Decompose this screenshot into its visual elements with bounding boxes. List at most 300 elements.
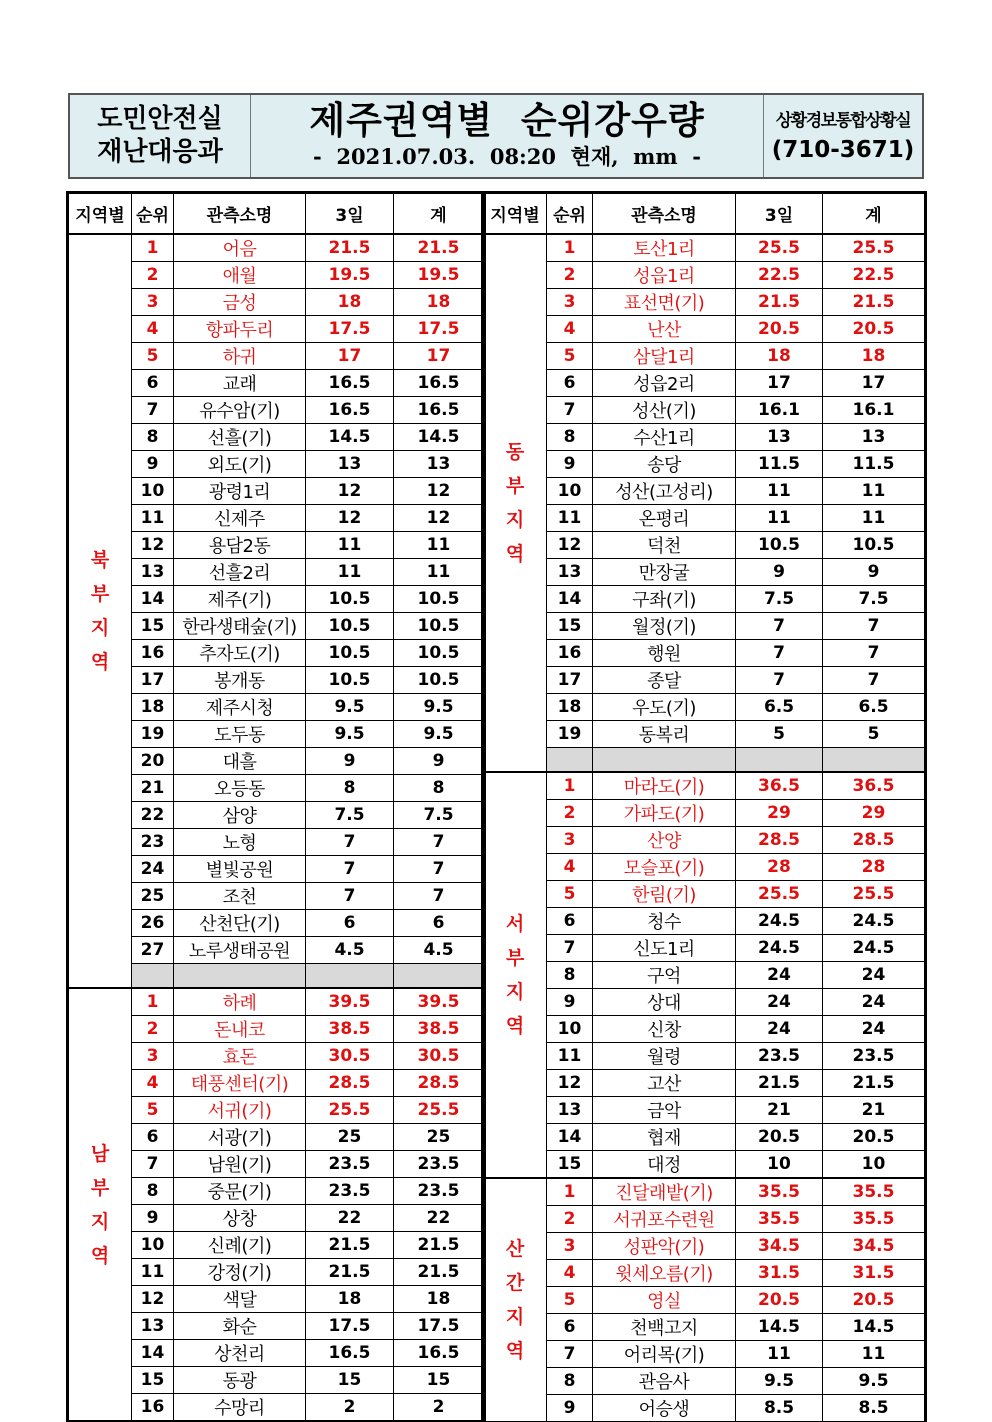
- blank-cell: [394, 963, 484, 988]
- station-name: 동복리: [593, 720, 736, 747]
- station-name: 유수암(기): [174, 396, 306, 423]
- rainfall-3day: 39.5: [306, 988, 394, 1016]
- rainfall-3day: 12: [306, 504, 394, 531]
- rank-cell: 5: [547, 881, 593, 908]
- rainfall-total: 10.5: [394, 639, 484, 666]
- col-station: 관측소명: [593, 194, 736, 234]
- rainfall-3day: 9: [306, 747, 394, 774]
- table-row: [484, 423, 925, 450]
- station-name: 성읍1리: [593, 261, 736, 288]
- rank-cell: 23: [132, 828, 174, 855]
- table-row: [69, 558, 484, 585]
- station-name: 종달: [593, 666, 736, 693]
- rainfall-3day: 16.5: [306, 1340, 394, 1367]
- table-row: [69, 1340, 484, 1367]
- rank-cell: 9: [547, 450, 593, 477]
- table-row: [69, 369, 484, 396]
- rank-cell: 3: [547, 288, 593, 315]
- region-name: 북부지역: [90, 548, 110, 673]
- station-name: 신례(기): [174, 1232, 306, 1259]
- table-row: [69, 936, 484, 963]
- rainfall-total: 21: [823, 1097, 925, 1124]
- rank-cell: 8: [132, 1178, 174, 1205]
- rainfall-3day: 38.5: [306, 1016, 394, 1043]
- rank-cell: 1: [132, 988, 174, 1016]
- rainfall-total: 7: [394, 828, 484, 855]
- station-name: 청수: [593, 908, 736, 935]
- rainfall-3day: 21.5: [736, 1070, 823, 1097]
- table-row: [484, 1151, 925, 1179]
- blank-cell: [593, 747, 736, 772]
- rank-cell: 16: [132, 639, 174, 666]
- rainfall-total: 11.5: [823, 450, 925, 477]
- station-name: 만장굴: [593, 558, 736, 585]
- table-row: [69, 1286, 484, 1313]
- rank-cell: 17: [547, 666, 593, 693]
- rainfall-total: 7: [394, 882, 484, 909]
- rainfall-total: 21.5: [823, 288, 925, 315]
- station-name: 노루생태공원: [174, 936, 306, 963]
- rainfall-3day: 6: [306, 909, 394, 936]
- rainfall-total: 19.5: [394, 261, 484, 288]
- table-row: [484, 369, 925, 396]
- station-name: 중문(기): [174, 1178, 306, 1205]
- rainfall-total: 10.5: [394, 612, 484, 639]
- station-name: 효돈: [174, 1043, 306, 1070]
- rainfall-total: 5: [823, 720, 925, 747]
- rank-cell: 12: [547, 531, 593, 558]
- table-row: [484, 666, 925, 693]
- col-3day: 3일: [306, 194, 394, 234]
- rainfall-total: 7: [823, 639, 925, 666]
- station-name: 행원: [593, 639, 736, 666]
- region-label: [69, 234, 132, 989]
- rainfall-total: 9.5: [823, 1368, 925, 1395]
- table-row: [484, 1260, 925, 1287]
- station-name: 추자도(기): [174, 639, 306, 666]
- rainfall-3day: 16.5: [306, 369, 394, 396]
- title-box: [251, 95, 764, 177]
- col-region: 지역별: [69, 194, 132, 234]
- rainfall-total: 11: [823, 477, 925, 504]
- station-name: 덕천: [593, 531, 736, 558]
- rainfall-3day: 7.5: [736, 585, 823, 612]
- rank-cell: 26: [132, 909, 174, 936]
- rainfall-total: 30.5: [394, 1043, 484, 1070]
- rank-cell: 12: [547, 1070, 593, 1097]
- rainfall-total: 6.5: [823, 693, 925, 720]
- station-name: 한림(기): [593, 881, 736, 908]
- rank-cell: 10: [132, 1232, 174, 1259]
- rainfall-3day: 16.5: [306, 396, 394, 423]
- rainfall-total: 7.5: [394, 801, 484, 828]
- station-name: 상대: [593, 989, 736, 1016]
- rank-cell: 13: [132, 558, 174, 585]
- station-name: 삼달1리: [593, 342, 736, 369]
- rainfall-total: 39.5: [394, 988, 484, 1016]
- rainfall-3day: 25: [306, 1124, 394, 1151]
- rainfall-3day: 24: [736, 962, 823, 989]
- rainfall-3day: 12: [306, 477, 394, 504]
- rank-cell: 10: [132, 477, 174, 504]
- rainfall-total: 17.5: [394, 315, 484, 342]
- table-row: [484, 800, 925, 827]
- rank-cell: 14: [132, 1340, 174, 1367]
- rank-cell: 5: [547, 342, 593, 369]
- rainfall-total: 22: [394, 1205, 484, 1232]
- rainfall-total: 4.5: [394, 936, 484, 963]
- rainfall-total: 24: [823, 962, 925, 989]
- blank-cell: [547, 747, 593, 772]
- rainfall-total: 9: [394, 747, 484, 774]
- rank-cell: 15: [132, 612, 174, 639]
- rank-cell: 20: [132, 747, 174, 774]
- rainfall-total: 28: [823, 854, 925, 881]
- rainfall-total: 31.5: [823, 1260, 925, 1287]
- region-name: 서부지역: [505, 913, 525, 1038]
- station-name: 온평리: [593, 504, 736, 531]
- rainfall-3day: 30.5: [306, 1043, 394, 1070]
- station-name: 표선면(기): [593, 288, 736, 315]
- rainfall-3day: 25.5: [306, 1097, 394, 1124]
- station-name: 서광(기): [174, 1124, 306, 1151]
- station-name: 제주시청: [174, 693, 306, 720]
- table-row: [484, 827, 925, 854]
- rainfall-3day: 21.5: [306, 234, 394, 262]
- table-row: [69, 477, 484, 504]
- office-name: 상황경보통합상황실: [775, 111, 911, 131]
- table-row: [484, 1314, 925, 1341]
- table-row: [69, 396, 484, 423]
- table-row: [484, 772, 925, 800]
- station-name: 선흘(기): [174, 423, 306, 450]
- rainfall-3day: 9: [736, 558, 823, 585]
- rainfall-total: 18: [823, 342, 925, 369]
- rainfall-total: 6: [394, 909, 484, 936]
- rainfall-total: 17.5: [394, 1313, 484, 1340]
- rainfall-3day: 23.5: [306, 1178, 394, 1205]
- table-row: [484, 1178, 925, 1206]
- region-name: 동부지역: [505, 440, 525, 565]
- rainfall-total: 10.5: [394, 666, 484, 693]
- rainfall-total: 14.5: [394, 423, 484, 450]
- col-total: 계: [823, 194, 925, 234]
- rank-cell: 4: [547, 854, 593, 881]
- table-row: [484, 908, 925, 935]
- rainfall-3day: 17.5: [306, 315, 394, 342]
- rainfall-total: 15: [394, 1367, 484, 1394]
- blank-cell: [174, 963, 306, 988]
- rank-cell: 14: [547, 585, 593, 612]
- table-row: [69, 1313, 484, 1340]
- rainfall-total: 36.5: [823, 772, 925, 800]
- rank-cell: 9: [547, 989, 593, 1016]
- station-name: 관음사: [593, 1368, 736, 1395]
- rainfall-total: 9.5: [394, 693, 484, 720]
- table-row: [484, 396, 925, 423]
- rainfall-3day: 5: [736, 720, 823, 747]
- rainfall-total: 35.5: [823, 1206, 925, 1233]
- table-row: [484, 962, 925, 989]
- station-name: 제주(기): [174, 585, 306, 612]
- col-rank: 순위: [132, 194, 174, 234]
- rainfall-3day: 28.5: [306, 1070, 394, 1097]
- rainfall-3day: 11.5: [736, 450, 823, 477]
- rank-cell: 9: [132, 450, 174, 477]
- rainfall-3day: 22.5: [736, 261, 823, 288]
- rainfall-3day: 7: [736, 612, 823, 639]
- rank-cell: 10: [547, 477, 593, 504]
- station-name: 수산1리: [593, 423, 736, 450]
- table-row: [69, 774, 484, 801]
- table-row: [484, 1043, 925, 1070]
- rank-cell: 11: [132, 504, 174, 531]
- rainfall-total: 18: [394, 288, 484, 315]
- rank-cell: 7: [132, 396, 174, 423]
- blank-row: [484, 747, 925, 772]
- table-row: [484, 288, 925, 315]
- table-row: [484, 1124, 925, 1151]
- station-name: 구억: [593, 962, 736, 989]
- table-row: [69, 747, 484, 774]
- rainfall-total: 7.5: [823, 585, 925, 612]
- department-line1: 도민안전실: [97, 104, 223, 134]
- rank-cell: 18: [132, 693, 174, 720]
- table-row: [69, 288, 484, 315]
- rainfall-total: 23.5: [394, 1178, 484, 1205]
- station-name: 별빛공원: [174, 855, 306, 882]
- rank-cell: 5: [547, 1287, 593, 1314]
- rank-cell: 3: [132, 1043, 174, 1070]
- rainfall-3day: 25.5: [736, 234, 823, 262]
- rainfall-3day: 20.5: [736, 315, 823, 342]
- rank-cell: 13: [547, 558, 593, 585]
- rainfall-total: 22.5: [823, 261, 925, 288]
- rank-cell: 6: [132, 369, 174, 396]
- table-row: [484, 558, 925, 585]
- station-name: 용담2동: [174, 531, 306, 558]
- station-name: 월령: [593, 1043, 736, 1070]
- rank-cell: 24: [132, 855, 174, 882]
- station-name: 오등동: [174, 774, 306, 801]
- rainfall-3day: 4.5: [306, 936, 394, 963]
- rainfall-3day: 22: [306, 1205, 394, 1232]
- rank-cell: 6: [132, 1124, 174, 1151]
- rank-cell: 8: [547, 423, 593, 450]
- rank-cell: 4: [547, 1260, 593, 1287]
- rainfall-3day: 19.5: [306, 261, 394, 288]
- table-row: [69, 342, 484, 369]
- station-name: 금성: [174, 288, 306, 315]
- rainfall-total: 25.5: [823, 881, 925, 908]
- rainfall-3day: 35.5: [736, 1178, 823, 1206]
- rank-cell: 9: [132, 1205, 174, 1232]
- station-name: 산천단(기): [174, 909, 306, 936]
- left-rainfall-table: [68, 193, 484, 1421]
- rainfall-total: 18: [394, 1286, 484, 1313]
- rank-cell: 7: [547, 1341, 593, 1368]
- station-name: 동광: [174, 1367, 306, 1394]
- blank-cell: [823, 747, 925, 772]
- rainfall-3day: 10.5: [306, 666, 394, 693]
- rainfall-total: 10: [823, 1151, 925, 1179]
- station-name: 토산1리: [593, 234, 736, 262]
- station-name: 우도(기): [593, 693, 736, 720]
- station-name: 도두동: [174, 720, 306, 747]
- rank-cell: 2: [547, 261, 593, 288]
- right-rainfall-table: [483, 193, 925, 1422]
- table-row: [484, 1016, 925, 1043]
- station-name: 송당: [593, 450, 736, 477]
- station-name: 영실: [593, 1287, 736, 1314]
- rainfall-3day: 18: [306, 1286, 394, 1313]
- station-name: 노형: [174, 828, 306, 855]
- table-row: [484, 1070, 925, 1097]
- station-name: 조천: [174, 882, 306, 909]
- rank-cell: 4: [132, 315, 174, 342]
- station-name: 화순: [174, 1313, 306, 1340]
- table-row: [484, 639, 925, 666]
- rainfall-3day: 28: [736, 854, 823, 881]
- station-name: 마라도(기): [593, 772, 736, 800]
- rainfall-3day: 7: [306, 882, 394, 909]
- rank-cell: 17: [132, 666, 174, 693]
- blank-cell: [736, 747, 823, 772]
- station-name: 태풍센터(기): [174, 1070, 306, 1097]
- rainfall-3day: 25.5: [736, 881, 823, 908]
- station-name: 어음: [174, 234, 306, 262]
- table-row: [484, 1233, 925, 1260]
- station-name: 대정: [593, 1151, 736, 1179]
- rainfall-3day: 21.5: [306, 1259, 394, 1286]
- rainfall-3day: 23.5: [736, 1043, 823, 1070]
- rainfall-3day: 11: [736, 477, 823, 504]
- rank-cell: 14: [547, 1124, 593, 1151]
- rainfall-3day: 16.1: [736, 396, 823, 423]
- station-name: 광령1리: [174, 477, 306, 504]
- rainfall-3day: 28.5: [736, 827, 823, 854]
- rainfall-3day: 8: [306, 774, 394, 801]
- station-name: 협재: [593, 1124, 736, 1151]
- rainfall-total: 23.5: [823, 1043, 925, 1070]
- rainfall-3day: 6.5: [736, 693, 823, 720]
- rainfall-3day: 29: [736, 800, 823, 827]
- rank-cell: 15: [547, 1151, 593, 1179]
- rank-cell: 1: [547, 1178, 593, 1206]
- table-row: [69, 585, 484, 612]
- region-name: 산간지역: [505, 1238, 525, 1363]
- rainfall-3day: 11: [736, 504, 823, 531]
- rank-cell: 15: [547, 612, 593, 639]
- rainfall-total: 7: [823, 666, 925, 693]
- table-row: [69, 1151, 484, 1178]
- rainfall-total: 38.5: [394, 1016, 484, 1043]
- table-row: [69, 855, 484, 882]
- rank-cell: 7: [547, 396, 593, 423]
- rank-cell: 16: [132, 1394, 174, 1421]
- station-name: 강정(기): [174, 1259, 306, 1286]
- station-name: 신제주: [174, 504, 306, 531]
- rainfall-total: 25.5: [823, 234, 925, 262]
- station-name: 신도1리: [593, 935, 736, 962]
- rainfall-3day: 36.5: [736, 772, 823, 800]
- station-name: 하귀: [174, 342, 306, 369]
- rank-cell: 4: [132, 1070, 174, 1097]
- rainfall-total: 10.5: [394, 585, 484, 612]
- table-row: [484, 1395, 925, 1422]
- station-name: 외도(기): [174, 450, 306, 477]
- station-name: 어리목(기): [593, 1341, 736, 1368]
- report-title: 제주권역별 순위강우량: [309, 99, 705, 142]
- rainfall-total: 24: [823, 1016, 925, 1043]
- rank-cell: 19: [547, 720, 593, 747]
- table-row: [69, 639, 484, 666]
- rainfall-3day: 23.5: [306, 1151, 394, 1178]
- rank-cell: 1: [132, 234, 174, 262]
- rank-cell: 11: [547, 504, 593, 531]
- table-row: [69, 450, 484, 477]
- rank-cell: 2: [132, 1016, 174, 1043]
- rainfall-total: 23.5: [394, 1151, 484, 1178]
- rainfall-total: 21.5: [394, 1232, 484, 1259]
- rainfall-3day: 35.5: [736, 1206, 823, 1233]
- table-row: [69, 1097, 484, 1124]
- rainfall-3day: 21: [736, 1097, 823, 1124]
- station-name: 삼양: [174, 801, 306, 828]
- station-name: 상천리: [174, 1340, 306, 1367]
- rainfall-3day: 15: [306, 1367, 394, 1394]
- rainfall-total: 11: [394, 531, 484, 558]
- station-name: 월정(기): [593, 612, 736, 639]
- station-name: 산양: [593, 827, 736, 854]
- rainfall-3day: 10: [736, 1151, 823, 1179]
- rainfall-total: 24.5: [823, 908, 925, 935]
- table-row: [69, 1205, 484, 1232]
- rainfall-3day: 11: [306, 558, 394, 585]
- rainfall-3day: 21.5: [736, 288, 823, 315]
- table-row: [484, 477, 925, 504]
- rainfall-3day: 7: [306, 855, 394, 882]
- table-row: [69, 1043, 484, 1070]
- office-phone: (710-3671): [771, 137, 915, 163]
- rainfall-total: 10.5: [823, 531, 925, 558]
- table-row: [484, 935, 925, 962]
- station-name: 신창: [593, 1016, 736, 1043]
- station-name: 성산(기): [593, 396, 736, 423]
- station-name: 성판악(기): [593, 1233, 736, 1260]
- table-row: [484, 612, 925, 639]
- rank-cell: 19: [132, 720, 174, 747]
- rainfall-3day: 10.5: [736, 531, 823, 558]
- table-row: [69, 882, 484, 909]
- blank-row: [69, 963, 484, 988]
- rank-cell: 16: [547, 639, 593, 666]
- rainfall-total: 35.5: [823, 1178, 925, 1206]
- station-name: 진달래밭(기): [593, 1178, 736, 1206]
- rainfall-total: 11: [394, 558, 484, 585]
- rainfall-total: 28.5: [394, 1070, 484, 1097]
- rainfall-total: 9: [823, 558, 925, 585]
- report-subtitle: - 2021.07.03. 08:20 현재, mm -: [313, 144, 701, 169]
- rainfall-total: 28.5: [823, 827, 925, 854]
- table-row: [484, 450, 925, 477]
- table-row: [484, 989, 925, 1016]
- rainfall-total: 13: [394, 450, 484, 477]
- rainfall-total: 17: [394, 342, 484, 369]
- table-row: [69, 612, 484, 639]
- rainfall-total: 11: [823, 504, 925, 531]
- rainfall-3day: 17: [306, 342, 394, 369]
